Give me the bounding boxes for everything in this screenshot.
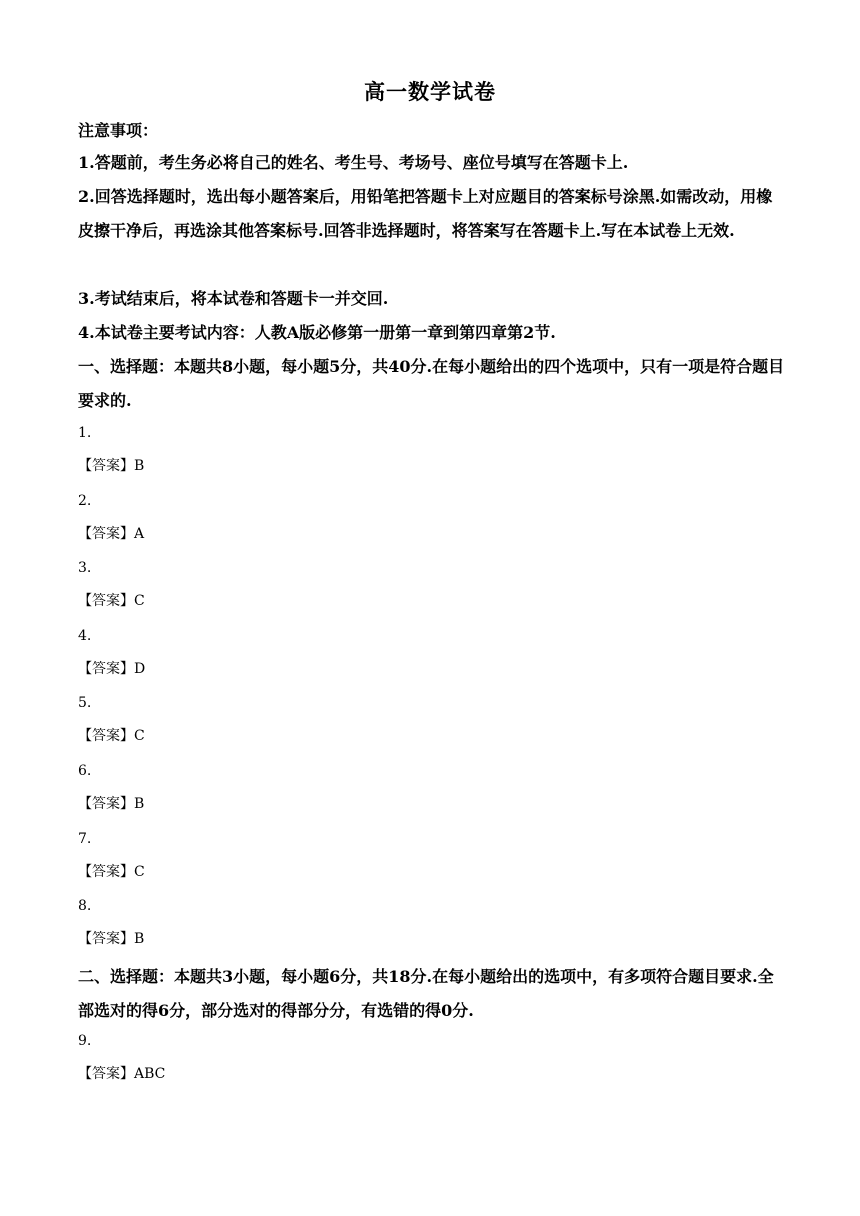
answer-line: 【答案】ABC <box>78 1066 166 1082</box>
note-item: 1.答题前，考生务必将自己的姓名、考生号、考场号、座位号填写在答题卡上. <box>78 153 629 172</box>
note-item: 4.本试卷主要考试内容：人教A版必修第一册第一章到第四章第2节. <box>78 323 556 342</box>
answer-line: 【答案】B <box>78 458 145 474</box>
notes-heading: 注意事项： <box>78 121 159 140</box>
question-number: 7. <box>78 831 92 847</box>
answer-line: 【答案】D <box>78 661 146 677</box>
question-number: 2. <box>78 493 92 509</box>
question-number: 8. <box>78 898 92 914</box>
answer-line: 【答案】C <box>78 593 145 609</box>
question-number: 5. <box>78 695 92 711</box>
question-number: 3. <box>78 560 92 576</box>
note-item: 2.回答选择题时，选出每小题答案后，用铅笔把答题卡上对应题目的答案标号涂黑.如需改动，用橡皮擦干净后，再选涂其他答案标号.回答非选择题时，将答案写在答题卡上.写在本试卷上无效. <box>78 187 773 240</box>
question-number: 4. <box>78 628 92 644</box>
answer-line: 【答案】B <box>78 931 145 947</box>
question-number: 1. <box>78 425 92 441</box>
question-number: 9. <box>78 1033 92 1049</box>
answer-line: 【答案】C <box>78 864 145 880</box>
answer-line: 【答案】C <box>78 728 145 744</box>
note-item: 3.考试结束后，将本试卷和答题卡一并交回. <box>78 289 389 308</box>
section-heading: 一、选择题：本题共8小题，每小题5分，共40分.在每小题给出的四个选项中，只有一项是符合题目要求的. <box>78 357 785 410</box>
answer-line: 【答案】B <box>78 796 145 812</box>
answer-line: 【答案】A <box>78 526 145 542</box>
page-title: 高一数学试卷 <box>364 79 496 104</box>
section-heading: 二、选择题：本题共3小题，每小题6分，共18分.在每小题给出的选项中，有多项符合题目要求.全部选对的得6分，部分选对的得部分分，有选错的得0分. <box>78 967 774 1020</box>
question-number: 6. <box>78 763 92 779</box>
